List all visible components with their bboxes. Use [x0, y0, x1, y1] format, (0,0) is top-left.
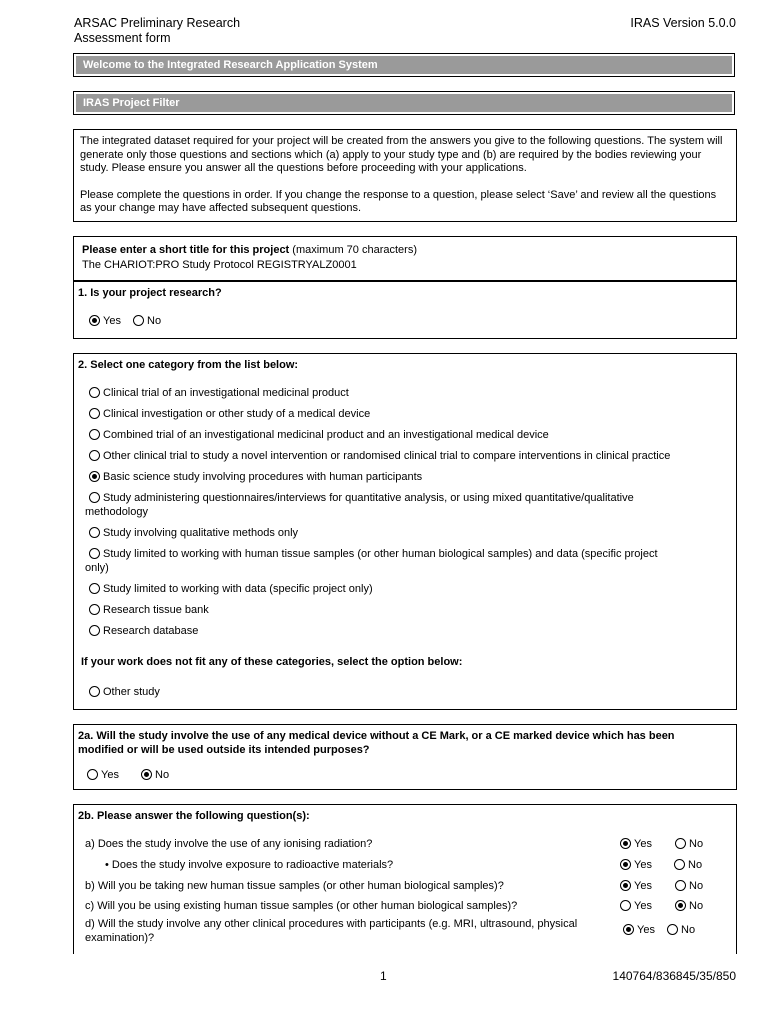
q2b-item-clinical-procedures: d) Will the study involve any other clinical procedures with participants (e.g. MRI, ultrasound, physical [85, 918, 578, 930]
q1-box [73, 281, 737, 339]
q2a-box [73, 724, 737, 790]
q2b-item-new-tissue: b) Will you be taking new human tissue samples (or other human biological samples)? [85, 880, 504, 892]
radio-selected-icon[interactable] [89, 471, 100, 482]
q2b-new-tissue-no[interactable]: No [675, 879, 703, 893]
q2b-clinical-procedures-yes[interactable]: Yes [623, 923, 655, 937]
q2-option-tissue-samples-cont: only) [85, 562, 109, 574]
radio-selected-icon[interactable] [141, 769, 152, 780]
q2b-clinical-procedures-no[interactable]: No [667, 923, 695, 937]
q2-option-device[interactable]: Clinical investigation or other study of a medical device [89, 407, 370, 421]
q1-option-no[interactable]: No [133, 314, 161, 328]
q2b-existing-tissue-yes[interactable]: Yes [620, 899, 652, 913]
radio-icon[interactable] [133, 315, 144, 326]
radio-icon[interactable] [675, 838, 686, 849]
q2b-box [73, 804, 737, 954]
radio-icon[interactable] [89, 408, 100, 419]
radio-icon[interactable] [89, 492, 100, 503]
q2a-option-no[interactable]: No [141, 768, 169, 782]
q2-other-prompt: If your work does not fit any of these categories, select the option below: [81, 656, 463, 668]
radio-icon[interactable] [87, 769, 98, 780]
short-title-box [73, 236, 737, 281]
short-title-label: Please enter a short title for this project [82, 244, 290, 256]
q2-option-questionnaires-cont: methodology [85, 506, 148, 518]
q2-option-research-database[interactable]: Research database [89, 624, 198, 638]
q1-option-yes[interactable]: Yes [89, 314, 121, 328]
q2-option-other-clinical[interactable]: Other clinical trial to study a novel intervention or randomised clinical trial to compare interventions in clinical practice [89, 449, 670, 463]
q2b-question: 2b. Please answer the following question(s): [78, 810, 310, 822]
short-title-value[interactable]: The CHARIOT:PRO Study Protocol REGISTRYALZ0001 [82, 258, 357, 271]
q2-option-other-study[interactable]: Other study [89, 685, 160, 699]
q2b-item-clinical-procedures-cont: examination)? [85, 932, 155, 944]
q2a-question-line1: 2a. Will the study involve the use of any medical device without a CE Mark, or a CE marked device which has been [78, 730, 675, 742]
intro-paragraph-1: The integrated dataset required for your project will be created from the answers you give to the following questions. The system will generate only those questions and sections which (a) apply to your study type and (b) are required by the bodies reviewing your study. Please ensure you answer all the questions before proceeding with your applications. [80, 135, 723, 174]
radio-icon[interactable] [89, 429, 100, 440]
q2b-item-radioactive: • Does the study involve exposure to radioactive materials? [105, 859, 394, 871]
radio-icon[interactable] [89, 450, 100, 461]
q2-option-data-only[interactable]: Study limited to working with data (specific project only) [89, 582, 373, 596]
radio-icon[interactable] [89, 686, 100, 697]
q2b-item-ionising-radiation: a) Does the study involve the use of any ionising radiation? [85, 838, 373, 850]
radio-selected-icon[interactable] [620, 880, 631, 891]
q2b-ionising-no[interactable]: No [675, 837, 703, 851]
radio-icon[interactable] [89, 604, 100, 615]
radio-icon[interactable] [89, 548, 100, 559]
radio-icon[interactable] [675, 880, 686, 891]
intro-box [73, 129, 737, 222]
radio-selected-icon[interactable] [675, 900, 686, 911]
q2-option-tissue-samples[interactable]: Study limited to working with human tissue samples (or other human biological samples) and data (specific project [89, 547, 658, 561]
radio-icon[interactable] [667, 924, 678, 935]
q2b-existing-tissue-no[interactable]: No [675, 899, 703, 913]
radio-icon[interactable] [89, 527, 100, 538]
radio-selected-icon[interactable] [620, 859, 631, 870]
intro-paragraph-2: Please complete the questions in order. If you change the response to a question, please select ‘Save’ and review all the questions as your change may have affected subsequent questions. [80, 188, 717, 214]
version-label: IRAS Version 5.0.0 [630, 16, 736, 30]
q2b-new-tissue-yes[interactable]: Yes [620, 879, 652, 893]
project-filter-banner [73, 91, 735, 115]
q1-question: 1. Is your project research? [78, 287, 222, 299]
form-title-line2: Assessment form [74, 31, 171, 45]
radio-icon[interactable] [89, 583, 100, 594]
q2-option-combined[interactable]: Combined trial of an investigational medicinal product and an investigational medical device [89, 428, 549, 442]
page-number: 1 [380, 969, 387, 983]
q2-box [73, 353, 737, 710]
q2b-radioactive-yes[interactable]: Yes [620, 858, 652, 872]
q2b-item-existing-tissue: c) Will you be using existing human tissue samples (or other human biological samples)? [85, 900, 518, 912]
radio-icon[interactable] [674, 859, 685, 870]
radio-icon[interactable] [620, 900, 631, 911]
q2-option-tissue-bank[interactable]: Research tissue bank [89, 603, 209, 617]
q2-option-basic-science[interactable]: Basic science study involving procedures with human participants [89, 470, 422, 484]
q2-option-questionnaires[interactable]: Study administering questionnaires/interviews for quantitative analysis, or using mixed quantitative/qualitative [89, 491, 634, 505]
welcome-banner-text: Welcome to the Integrated Research Application System [76, 56, 732, 74]
radio-selected-icon[interactable] [623, 924, 634, 935]
q2-question: 2. Select one category from the list below: [78, 359, 299, 371]
radio-selected-icon[interactable] [89, 315, 100, 326]
project-filter-banner-text: IRAS Project Filter [76, 94, 732, 112]
radio-icon[interactable] [89, 625, 100, 636]
q2-option-qualitative[interactable]: Study involving qualitative methods only [89, 526, 298, 540]
welcome-banner [73, 53, 735, 77]
q2b-ionising-yes[interactable]: Yes [620, 837, 652, 851]
form-title [74, 16, 240, 46]
radio-icon[interactable] [89, 387, 100, 398]
short-title-hint: (maximum 70 characters) [292, 244, 417, 256]
q2a-option-yes[interactable]: Yes [87, 768, 119, 782]
form-title-line1: ARSAC Preliminary Research [74, 16, 241, 30]
radio-selected-icon[interactable] [620, 838, 631, 849]
document-reference: 140764/836845/35/850 [612, 969, 736, 983]
q2b-radioactive-no[interactable]: No [674, 858, 702, 872]
q2a-question-line2: modified or will be used outside its intended purposes? [78, 744, 370, 756]
q2-option-ctimp[interactable]: Clinical trial of an investigational medicinal product [89, 386, 349, 400]
